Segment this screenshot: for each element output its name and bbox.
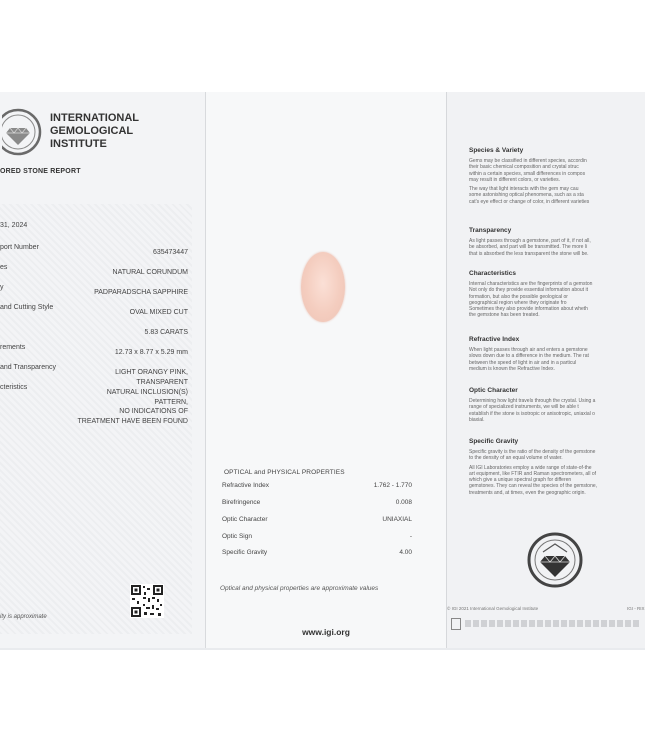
glossary-text: to the density of an equal volume of water. bbox=[469, 455, 563, 462]
institute-name-line: INSTITUTE bbox=[50, 138, 107, 150]
property-value: - bbox=[409, 533, 412, 540]
certificate-document bbox=[0, 92, 645, 650]
glossary-characteristics bbox=[469, 270, 645, 322]
footer-note: ity is approximate bbox=[0, 614, 47, 620]
row-value: LIGHT ORANGY PINK, TRANSPARENT bbox=[115, 369, 188, 386]
property-value: 1.762 - 1.770 bbox=[373, 482, 412, 489]
glossary-text: biaxial. bbox=[469, 416, 485, 423]
glossary-text: between the speed of light in air and in a particul bbox=[469, 359, 577, 366]
glossary-text: Internal characteristics are the fingerprints of a gemston bbox=[469, 281, 593, 287]
row-value: 12.73 x 8.77 x 5.29 mm bbox=[114, 349, 188, 356]
glossary-text: slows down due to a difference in the medium. The rat bbox=[469, 353, 589, 360]
glossary-text: All IGI Laboratories employ a wide range of state-of-the bbox=[469, 464, 592, 471]
glossary-text: art equipment, like FTIR and Raman spectrometers, all of bbox=[469, 470, 596, 477]
property-label: Birefringence bbox=[222, 499, 261, 506]
property-label: Optic Sign bbox=[222, 533, 252, 540]
igi-seal-icon bbox=[2, 104, 42, 160]
glossary-text: may result in different colors, or varieties. bbox=[469, 176, 561, 183]
glossary-text: medium is known the Refractive Index. bbox=[469, 365, 555, 372]
glossary-text: Gems may be classified in different species, accordin bbox=[469, 158, 587, 164]
property-label: Refractive Index bbox=[222, 482, 269, 489]
glossary-heading: Refractive Index bbox=[469, 336, 520, 343]
glossary-text: When light passes through air and enters a gemstone bbox=[469, 347, 588, 353]
glossary-heading: Species & Variety bbox=[469, 147, 524, 154]
glossary-text: their basic chemical composition and crystal struc bbox=[469, 164, 579, 171]
glossary-text: establish if the stone is isotropic or anisotropic, uniaxial o bbox=[469, 410, 595, 417]
property-value: UNIAXIAL bbox=[382, 516, 412, 523]
row-value: NATURAL CORUNDUM bbox=[112, 269, 188, 276]
row-label: and Transparency bbox=[0, 364, 57, 371]
glossary-text: cat's eye effect or change of color, in different varieties bbox=[469, 198, 590, 205]
glossary-text: within a certain species, small differences in compos bbox=[469, 170, 586, 177]
glossary-text: Specific gravity is the ratio of the density of the gemstone bbox=[469, 449, 596, 455]
row-value: OVAL MIXED CUT bbox=[129, 309, 188, 316]
row-label: y bbox=[0, 284, 4, 291]
glossary-text: which give a unique spectral graph for differen bbox=[469, 477, 572, 484]
property-label: Specific Gravity bbox=[222, 549, 268, 556]
glossary-text: some astonishing optical phenomena, such as a sta bbox=[469, 192, 584, 199]
property-value: 4.00 bbox=[399, 549, 412, 556]
qr-code-icon[interactable] bbox=[130, 584, 164, 618]
institute-name-line: INTERNATIONAL bbox=[50, 112, 140, 124]
glossary-text: gemstones. They can reveal the species of the gemstone, bbox=[469, 483, 598, 490]
row-label: es bbox=[0, 264, 8, 271]
row-label: and Cutting Style bbox=[0, 304, 54, 311]
glossary-specific-gravity bbox=[469, 438, 645, 499]
glossary-refractive-index bbox=[469, 336, 645, 375]
glossary-species-variety bbox=[469, 147, 645, 208]
glossary-text: geographical region where they originate fro bbox=[469, 299, 567, 306]
glossary-text: Determining how light travels through the crystal. Using a bbox=[469, 398, 596, 404]
glossary-heading: Characteristics bbox=[469, 270, 516, 277]
row-label: rements bbox=[0, 344, 26, 351]
glossary-text: Not only do they provide essential information about it bbox=[469, 287, 588, 294]
property-label: Optic Character bbox=[222, 516, 268, 523]
row-label: cteristics bbox=[0, 384, 28, 391]
glossary-panel bbox=[446, 92, 645, 648]
igi-seal-icon bbox=[527, 532, 583, 588]
report-title: ORED STONE REPORT bbox=[0, 168, 81, 175]
report-summary-panel bbox=[0, 92, 205, 648]
glossary-text: that is absorbed the less transparent the stone will be. bbox=[469, 250, 589, 257]
glossary-optic-character bbox=[469, 387, 645, 426]
properties-section-title: OPTICAL and PHYSICAL PROPERTIES bbox=[224, 469, 345, 476]
glossary-text: be absorbed, and part will be transmitted. The more li bbox=[469, 244, 588, 251]
website-link[interactable]: www.igi.org bbox=[302, 627, 350, 637]
glossary-heading: Specific Gravity bbox=[469, 438, 519, 445]
glossary-text: As light passes through a gemstone, part of it, if not all, bbox=[469, 238, 591, 244]
row-label: 31, 2024 bbox=[0, 222, 28, 229]
glossary-text: Sometimes they also provide information about wheth bbox=[469, 306, 588, 313]
glossary-transparency bbox=[469, 227, 645, 260]
row-label: port Number bbox=[0, 244, 39, 251]
row-value: 635473447 bbox=[152, 249, 188, 256]
glossary-text: range of specialized instruments, we will be able t bbox=[469, 404, 579, 411]
copyright-code: IGI - RIX bbox=[627, 606, 645, 611]
glossary-text: treatments and, at times, even the geographic origin. bbox=[469, 489, 586, 496]
glossary-heading: Transparency bbox=[469, 227, 512, 234]
row-value: PADPARADSCHA SAPPHIRE bbox=[94, 289, 188, 296]
institute-name-line: GEMOLOGICAL bbox=[50, 125, 134, 137]
glossary-text: The way that light interacts with the gem may cau bbox=[469, 186, 579, 193]
glossary-heading: Optic Character bbox=[469, 387, 518, 394]
disclaimer-fine-print bbox=[465, 620, 641, 627]
institute-name bbox=[50, 112, 139, 151]
glossary-text: the gemstone has been treated. bbox=[469, 312, 540, 319]
copyright-text: © IGI 2021 International Gemological Institute bbox=[447, 606, 539, 611]
row-value: NATURAL INCLUSION(S) PATTERN, NO INDICATIONS OF TREATMENT HAVE BEEN FOUND bbox=[77, 389, 188, 425]
property-value: 0.008 bbox=[395, 499, 412, 506]
document-icon bbox=[451, 618, 461, 630]
optical-properties-panel bbox=[205, 92, 446, 648]
row-value: 5.83 CARATS bbox=[144, 329, 188, 336]
glossary-text: formation, but also the possible geological or bbox=[469, 293, 568, 300]
properties-note: Optical and physical properties are approximate values bbox=[220, 585, 379, 592]
gemstone-image bbox=[301, 252, 345, 322]
disclaimer-box bbox=[451, 618, 641, 630]
